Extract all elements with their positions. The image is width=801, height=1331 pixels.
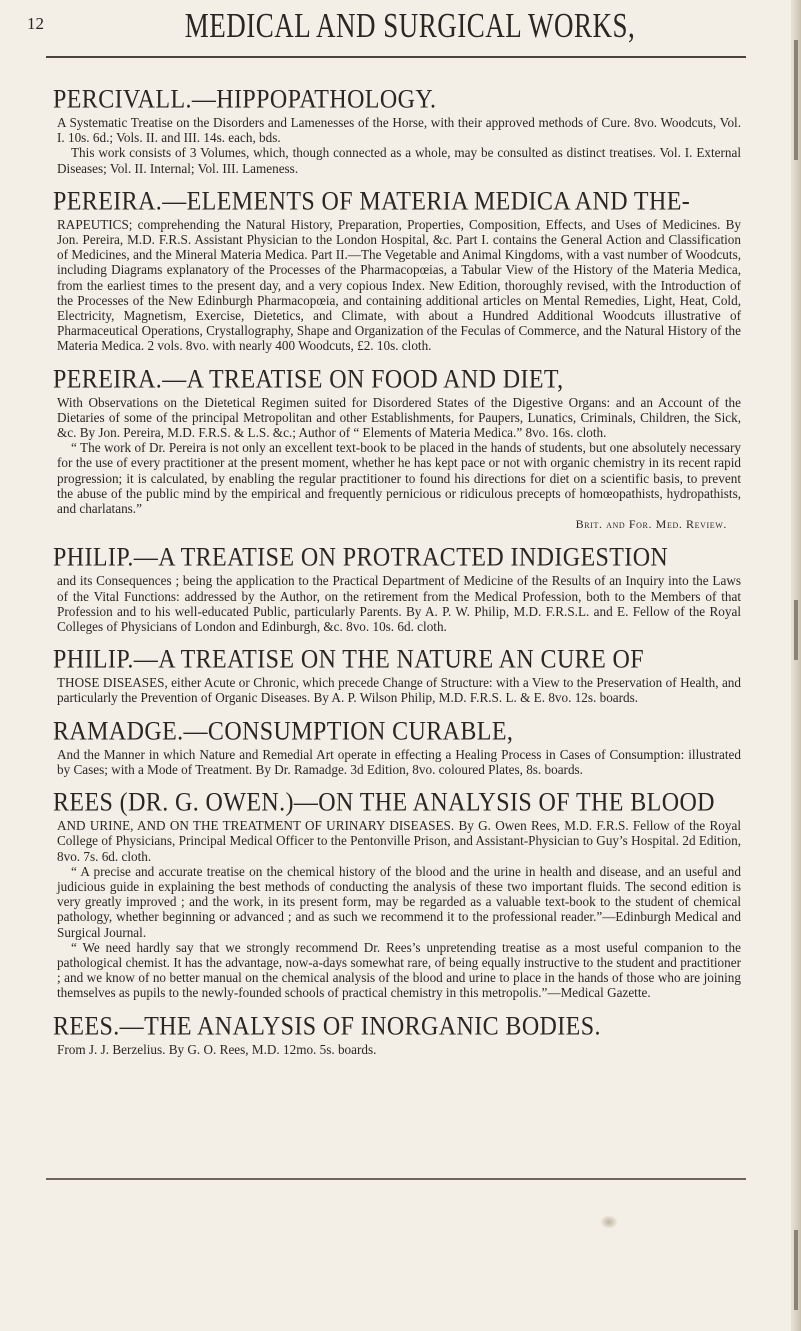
entry-title: PERCIVALL.—HIPPOPATHOLOGY. <box>53 85 437 115</box>
catalogue-entry <box>53 364 741 533</box>
entry-paragraph: This work consists of 3 Volumes, which, though connected as a whole, may be consulted as distinct treatises. Vol. I. External Diseases; Vol. II. Internal; Vol. III. Lameness. <box>57 145 741 176</box>
catalogue-entry <box>53 542 741 634</box>
review-quote: “ A precise and accurate treatise on the chemical history of the blood and the urine in health and disease, and an useful and judicious guide in explaining the best methods of conducting the analysis of these two important fluids. The second edition is very greatly improved ; and the work, in its present form, may be regarded as a valuable text-book to the student of chemical pathology, whether beginning or advanced ; and as such we recommend it to the professional reader.”—Edinburgh Medical and Surgical Journal. <box>57 863 741 940</box>
entry-title: PEREIRA.—A TREATISE ON FOOD AND DIET, <box>53 364 564 394</box>
entry-paragraph: A Systematic Treatise on the Disorders and Lamenesses of the Horse, with their approved methods of Cure. 8vo. Woodcuts, Vol. I. 10s. 6d.; Vols. II. and III. 14s. each, bds. <box>57 115 741 146</box>
entry-paragraph: From J. J. Berzelius. By G. O. Rees, M.D. 12mo. 5s. boards. <box>57 1041 377 1057</box>
catalogue-entry <box>53 1011 741 1057</box>
entry-paragraph: AND URINE, AND ON THE TREATMENT OF URINARY DISEASES. By G. Owen Rees, M.D. F.R.S. Fellow of the Royal College of Physicians, Principal Medical Officer to the Pentonville Prison, and Assistant-Physician to Guy’s Hospital. 2d Edition, 8vo. 7s. 6d. cloth. <box>57 818 741 864</box>
entry-body <box>53 573 741 634</box>
entry-body <box>53 115 741 176</box>
entry-title: REES (DR. G. OWEN.)—ON THE ANALYSIS OF THE BLOOD <box>53 788 715 818</box>
page-edge <box>791 0 801 1331</box>
catalogue-entry <box>53 644 741 705</box>
page-number: 12 <box>27 14 44 33</box>
entry-body <box>53 217 741 354</box>
entry-title: RAMADGE.—CONSUMPTION CURABLE, <box>53 716 514 746</box>
edge-shadow <box>794 600 798 660</box>
entry-title: PHILIP.—A TREATISE ON THE NATURE AN CURE OF <box>53 645 645 675</box>
catalogue-entry <box>53 787 741 1000</box>
review-quote: “ The work of Dr. Pereira is not only an excellent text-book to be placed in the hands of students, but one absolutely necessary for the use of every practitioner at the present moment, whether he has kept pace or not with organic chemistry in its recent rapid progression; it is calculated, by enabling the regular practitioner to found his directions for diet on a scientific basis, to prevent the abuse of the public mind by the empirical and frequently pernicious or ridiculous precepts of homœopathists, hydropathists, and charlatans.” <box>57 440 741 517</box>
entry-title: PHILIP.—A TREATISE ON PROTRACTED INDIGESTION <box>53 543 669 573</box>
entry-paragraph: And the Manner in which Nature and Remedial Art operate in effecting a Healing Process in Cases of Consumption: illustrated by Cases; with a Mode of Treatment. By Dr. Ramadge. 3d Edition, 8vo. coloured Plates, 8s. boards. <box>57 746 741 777</box>
entry-body <box>53 818 741 1000</box>
entry-paragraph: and its Consequences ; being the application to the Practical Department of Medicine of the Results of an Inquiry into the Laws of the Vital Functions: addressed by the Author, on the retirement from the Medical Profession, both to the Members of that Profession and to his well-educated Public, particularly Parents. By A. P. W. Philip, M.D. F.R.S.L. and E. Fellow of the Royal Colleges of Physicians of London and Edinburgh, &c. 8vo. 10s. 6d. cloth. <box>57 573 741 635</box>
edge-shadow <box>794 40 798 160</box>
entry-body <box>53 1042 741 1057</box>
paper-stain <box>600 1215 618 1229</box>
catalogue-entry <box>53 186 741 354</box>
header-rule <box>46 56 746 58</box>
entry-paragraph: RAPEUTICS; comprehending the Natural History, Preparation, Properties, Composition, Effects, and Uses of Medicines. By Jon. Pereira, M.D. F.R.S. Assistant Physician to the London Hospital, &c. Part I. contains the General Action and Classification of Medicines, and the Mineral Materia Medica. Part II.—The Vegetable and Animal Kingdoms, with a vast number of Woodcuts, including Diagrams explanatory of the Processes of the Pharmacopœias, a Tabular View of the History of the Materia Medica, from the earliest times to the present day, and a very copious Index. New Edition, thoroughly revised, with the Introduction of the Processes of the New Edinburgh Pharmacopœia, and containing additional articles on Mental Remedies, Light, Heat, Cold, Electricity, Magnetism, Exercise, Dietetics, and Climate, with about a Hundred Additional Woodcuts illustrative of Pharmaceutical Operations, Crystallography, Shape and Organization of the Feculas of Commerce, and the Natural History of the Materia Medica. 2 vols. 8vo. with nearly 400 Woodcuts, £2. 10s. cloth. <box>57 216 741 354</box>
footer-rule <box>46 1178 746 1180</box>
edge-shadow <box>794 1230 798 1310</box>
entry-body <box>53 395 741 533</box>
entry-title: PEREIRA.—ELEMENTS OF MATERIA MEDICA AND THE- <box>53 186 691 217</box>
catalogue-entry <box>53 716 741 777</box>
entry-paragraph: With Observations on the Dietetical Regimen suited for Disordered States of the Digestive Organs: and an Account of the Dietaries of some of the principal Metropolitan and other Establishments, for Paupers, Lunatics, Criminals, Children, the Sick, &c. By Jon. Pereira, M.D. F.R.S. & L.S. &c.; Author of “ Elements of Materia Medica.” 8vo. 16s. cloth. <box>57 394 741 441</box>
entry-title: REES.—THE ANALYSIS OF INORGANIC BODIES. <box>53 1011 601 1041</box>
review-quote: “ We need hardly say that we strongly recommend Dr. Rees’s unpretending treatise as a most useful companion to the pathological chemist. It has the advantage, now-a-days somewhat rare, of being equally instructive to the student and practitioner ; and we know of no better manual on the chemical analysis of the blood and urine to place in the hands of those who are joining themselves as pupils to the newly-founded schools of practical chemistry in this metropolis.”—Medical Gazette. <box>57 939 741 1001</box>
catalogue-entry <box>53 84 741 176</box>
entry-body <box>53 675 741 705</box>
entry-paragraph: THOSE DISEASES, either Acute or Chronic, which precede Change of Structure: with a View to the Preservation of Health, and particularly the Prevention of Organic Diseases. By A. P. Wilson Philip, M.D. F.R.S. L. & E. 8vo. 12s. boards. <box>57 675 741 706</box>
running-head: MEDICAL AND SURGICAL WORKS, <box>184 6 636 45</box>
review-source: Brit. and For. Med. Review. <box>575 517 727 532</box>
catalogue-list <box>53 84 741 1067</box>
entry-body <box>53 747 741 777</box>
